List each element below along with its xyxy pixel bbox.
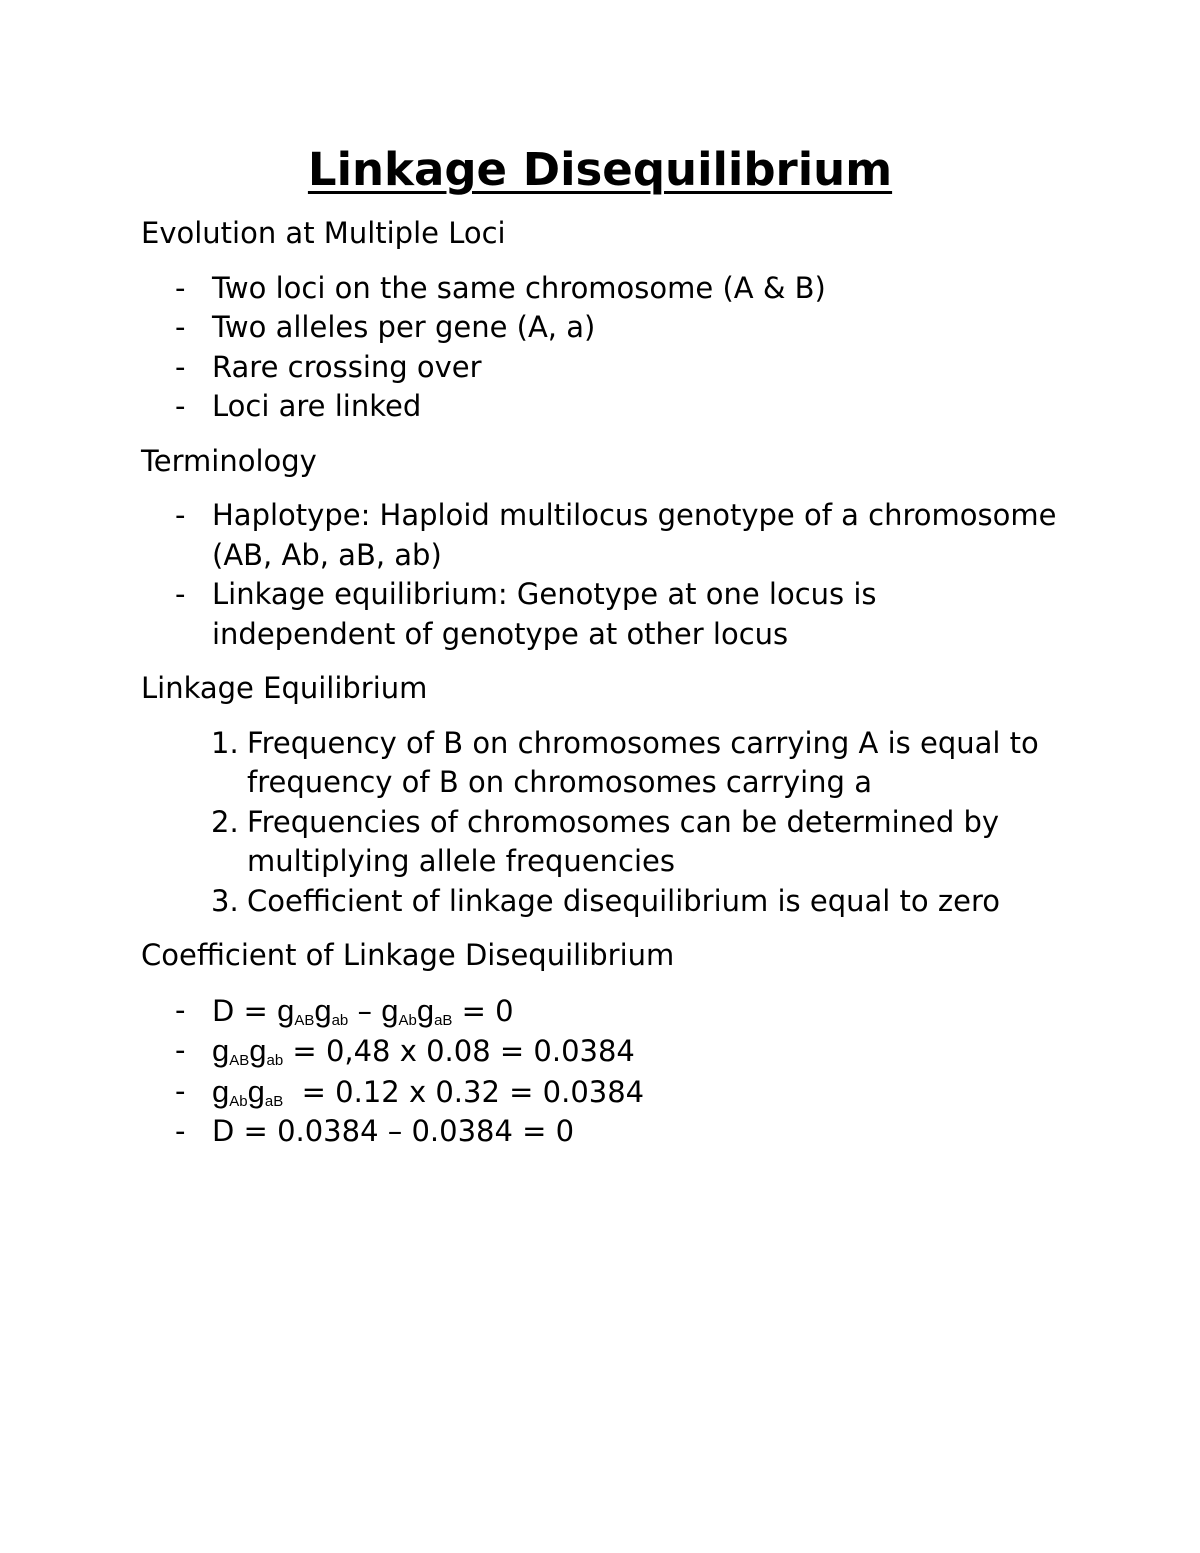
document-body (141, 214, 1061, 1167)
list-item: 2. Frequencies of chromosomes can be determined by multiplying allele frequencies (211, 804, 1000, 878)
list-item: - Haplotype: Haploid multilocus genotype of a chromosome (AB, Ab, aB, ab) (175, 498, 1057, 572)
evolution-list (141, 269, 1061, 427)
dash-bullet: - (175, 349, 186, 384)
page-title: Linkage Disequilibrium (307, 143, 893, 196)
dash-bullet: - (175, 1033, 186, 1067)
dash-bullet: - (175, 992, 186, 1027)
dash-bullet: - (175, 1114, 186, 1148)
list-item: - Linkage equilibrium: Genotype at one locus is independent of genotype at other locus (175, 577, 877, 651)
formula-line: - D = 0.0384 – 0.0384 = 0 (141, 1112, 1061, 1152)
section-heading-terminology: Terminology (141, 443, 317, 478)
terminology-list (141, 496, 1061, 654)
list-number: 3. (211, 883, 239, 918)
section-heading-evolution: Evolution at Multiple Loci (141, 216, 506, 250)
linkage-equilibrium-list (141, 724, 1061, 922)
list-number: 2. (211, 804, 239, 839)
section-heading-coefficient: Coefficient of Linkage Disequilibrium (141, 938, 675, 972)
dash-bullet: - (175, 498, 186, 532)
list-item: - Two alleles per gene (A, a) (141, 308, 1061, 348)
list-item: 1. Frequency of B on chromosomes carrying A is equal to frequency of B on chromosomes carrying a (211, 725, 1039, 799)
dash-bullet: - (175, 577, 186, 611)
formula-line: - $g_{Ab}g_{aB} = 0.12$ x 0.32 = 0.0384 (175, 1073, 645, 1110)
list-item: 3. Coefficient of linkage disequilibrium is equal to zero (141, 882, 1061, 922)
list-number: 1. (211, 725, 239, 760)
list-item: - Two loci on the same chromosome (A & B) (141, 269, 1061, 309)
dash-bullet: - (175, 389, 186, 423)
list-item: - Rare crossing over (141, 348, 1061, 388)
dash-bullet: - (175, 1073, 186, 1108)
coefficient-formula-list (141, 991, 1061, 1152)
dash-bullet: - (175, 270, 186, 305)
formula-line: - $g_{AB}g_{ab} = 0,48$ x 0.08 = 0.0384 (175, 1033, 635, 1069)
formula-line: - $D = g_{AB}g_{ab} - g_{Ab}g_{aB} = 0$ (175, 992, 514, 1029)
list-item: - Loci are linked (141, 387, 1061, 427)
section-heading-linkage-equilibrium: Linkage Equilibrium (141, 671, 428, 705)
dash-bullet: - (175, 310, 186, 344)
